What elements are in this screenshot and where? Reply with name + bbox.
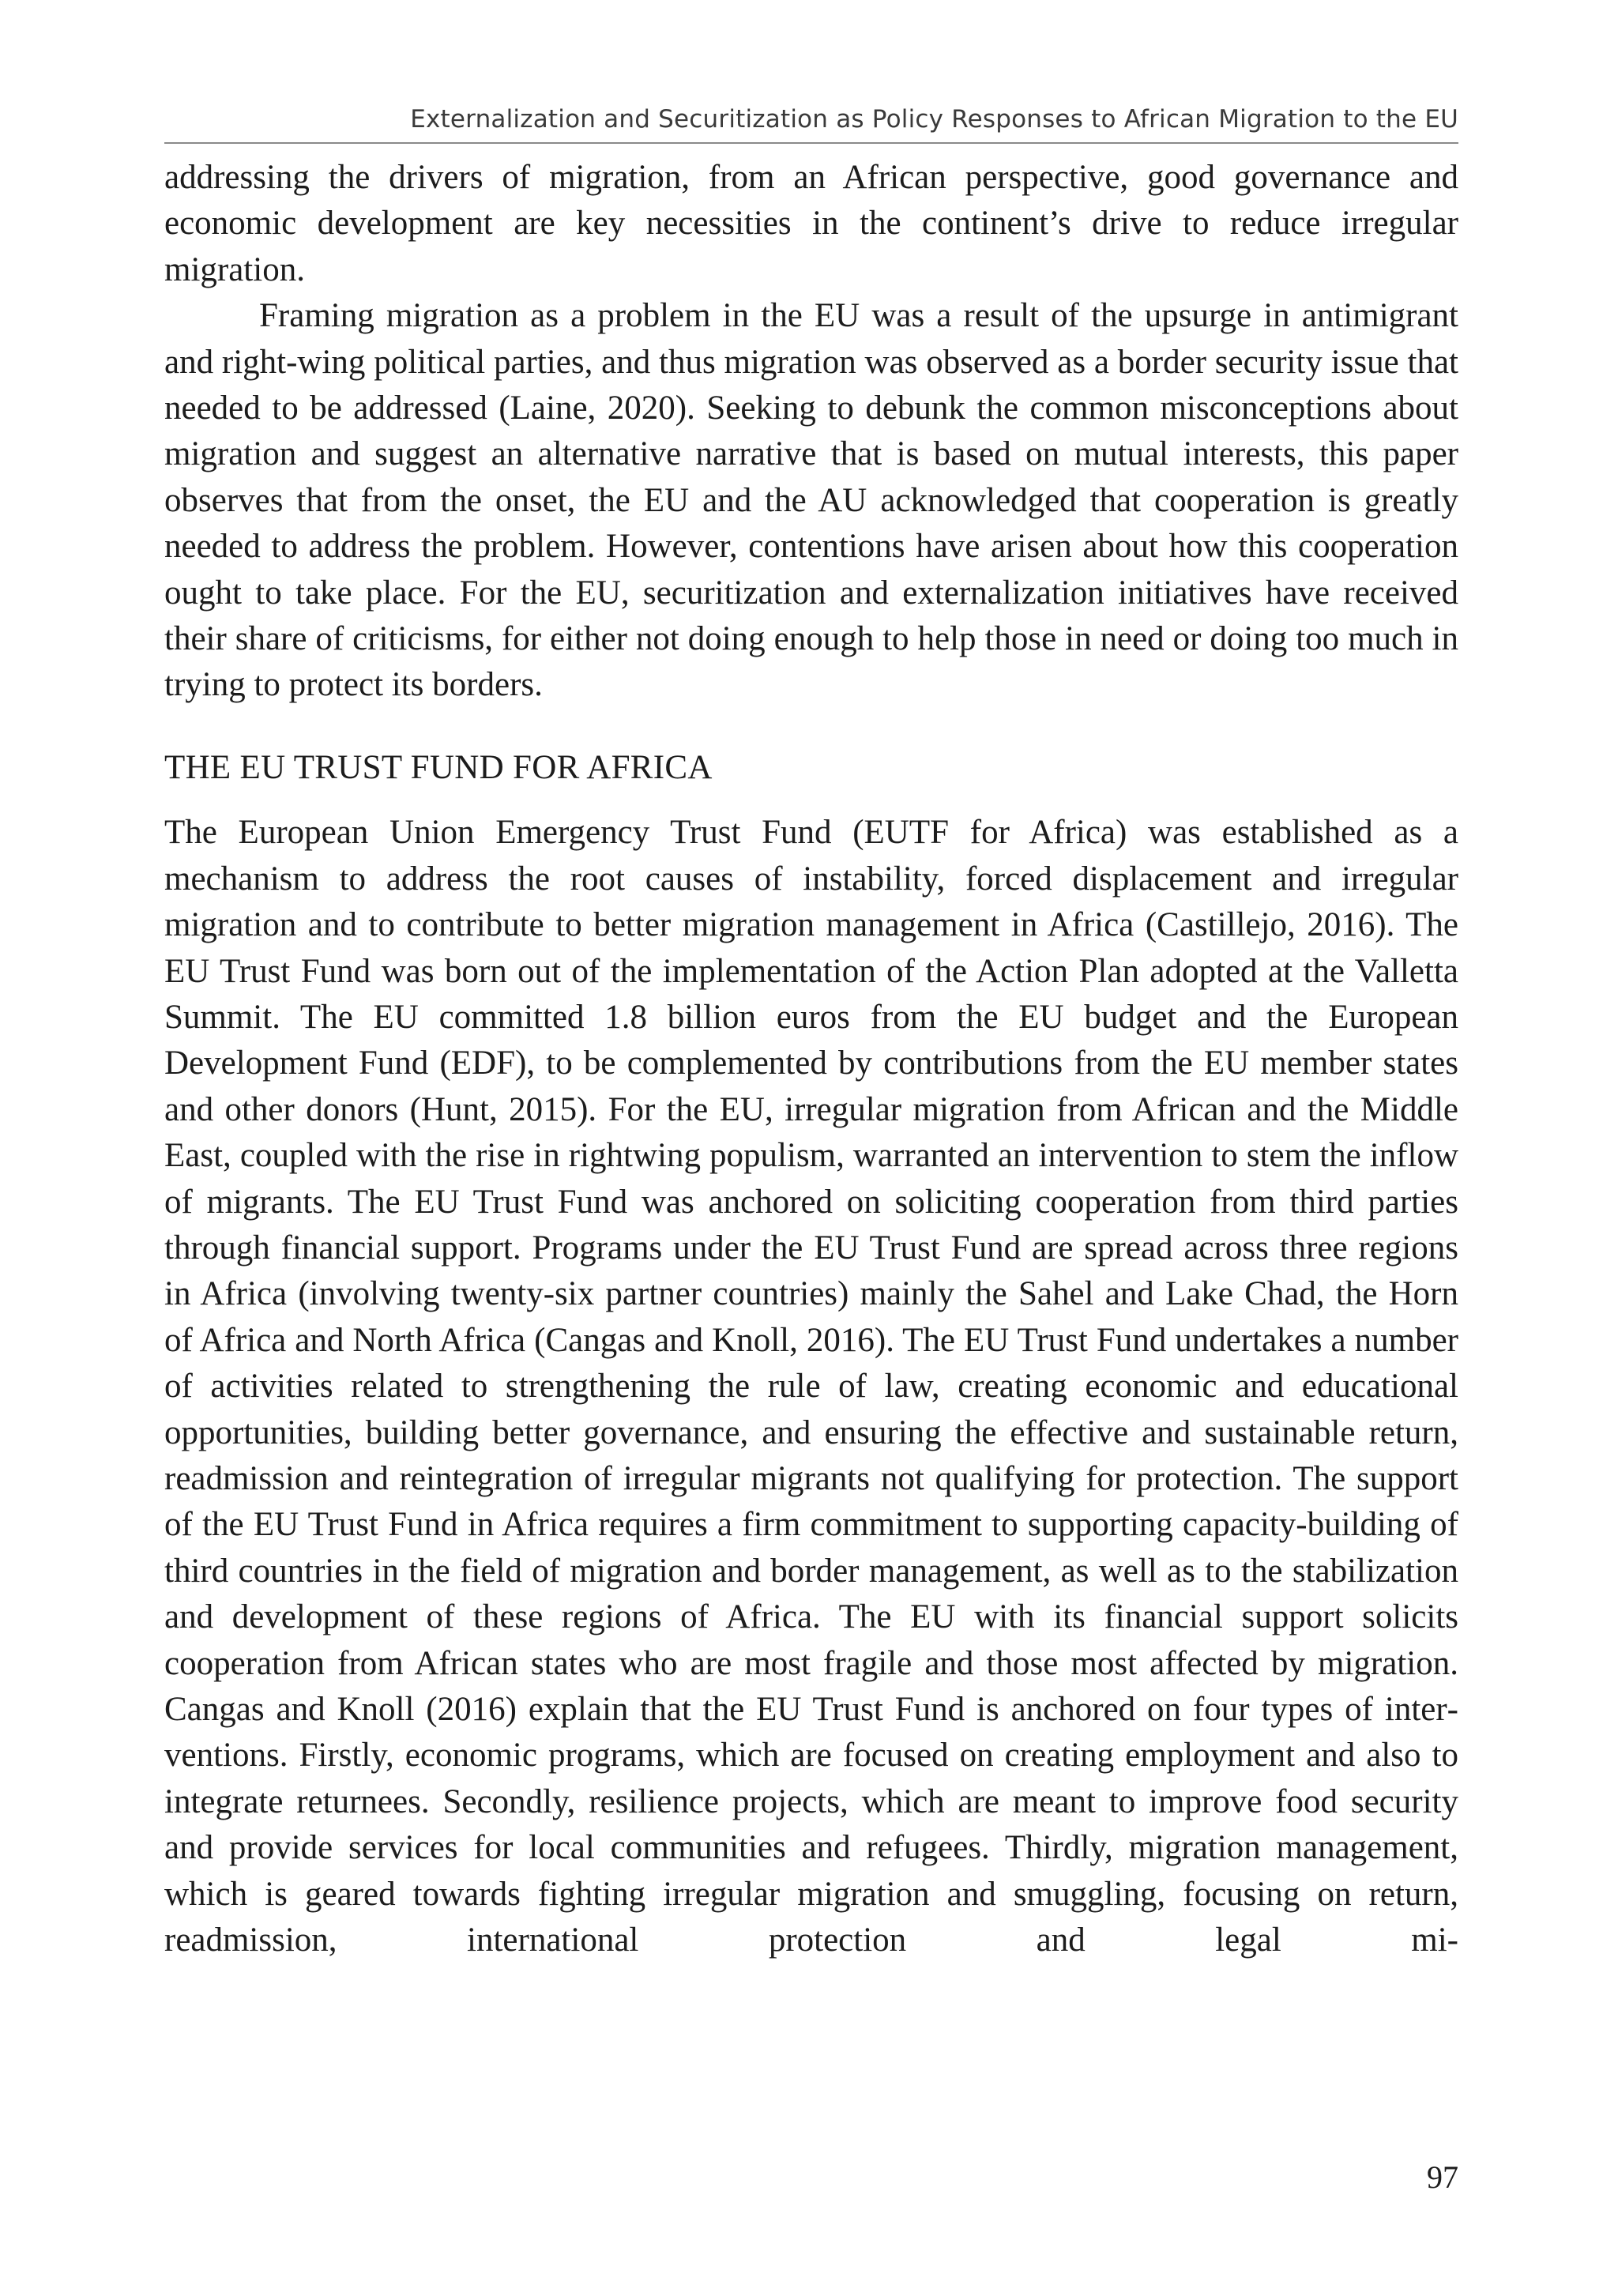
page-number: 97: [1427, 2159, 1458, 2195]
body-paragraph: addressing the drivers of migration, from an African perspective, good governance and economic development are key necessities in the continent’s drive to reduce irregular migration.: [164, 159, 1458, 288]
article-body: [164, 155, 1458, 1963]
section-heading: THE EU TRUST FUND FOR AFRICA: [164, 748, 713, 786]
body-paragraph: Framing migration as a problem in the EU was a result of the upsurge in antimigrant and right-wing political parties, and thus migration was observed as a border security issue that needed to be addressed (Laine, 2020). Seeking to debunk the common misconceptions about migration and suggest an alternative narrative that is based on mutual interests, this paper observes that from the onset, the EU and the AU acknowledged that cooperation is greatly needed to address the problem. However, contentions have arisen about how this cooperation ought to take place. For the EU, securitization and externalization initiatives have received their share of criticisms, for either not doing enough to help those in need or doing too much in trying to protect its borders.: [164, 297, 1458, 704]
body-paragraph: The European Union Emergency Trust Fund (EUTF for Africa) was established as a mechanism to address the root causes of instability, forced displacement and irregular migration and to contribute to better migration management in Africa (Castillejo, 2016). The EU Trust Fund was born out of the implementation of the Action Plan adopted at the Valletta Summit. The EU committed 1.8 billion euros from the EU budget and the European Development Fund (EDF), to be complemented by contributions from the EU member states and other donors (Hunt, 2015). For the EU, irregular migration from African and the Middle East, coupled with the rise in rightwing populism, warranted an intervention to stem the inflow of migrants. The EU Trust Fund was anchored on soliciting cooperation from third parties through financial support. Programs under the EU Trust Fund are spread across three regions in Africa (involving twenty-six partner countries) mainly the Sahel and Lake Chad, the Horn of Africa and North Africa (Cangas and Knoll, 2016). The EU Trust Fund undertakes a number of activities related to strengthening the rule of law, creating economic and educational opportunities, building better governance, and ensuring the effective and sustainable return, readmission and reintegration of irregular migrants not qualifying for protection. The support of the EU Trust Fund in Africa requires a firm commitment to supporting capacity-building of third countries in the field of migration and border management, as well as to the stabilization and development of these regions of Africa. The EU with its financial support solicits cooperation from African states who are most fragile and those most affected by migration. Cangas and Knoll (2016) explain that the EU Trust Fund is anchored on four types of interventions. Firstly, economic programs, which are focused on creating employment and also to integrate returnees. Secondly, resilience projects, which are meant to improve food security and provide services for local communities and refugees. Thirdly, migration management, which is geared towards fighting irregular migration and smuggling, focusing on return, readmission, international protection and legal mi-: [164, 814, 1458, 1959]
running-header: Externalization and Securitization as Policy Responses to African Migration to the EU: [164, 101, 1458, 144]
